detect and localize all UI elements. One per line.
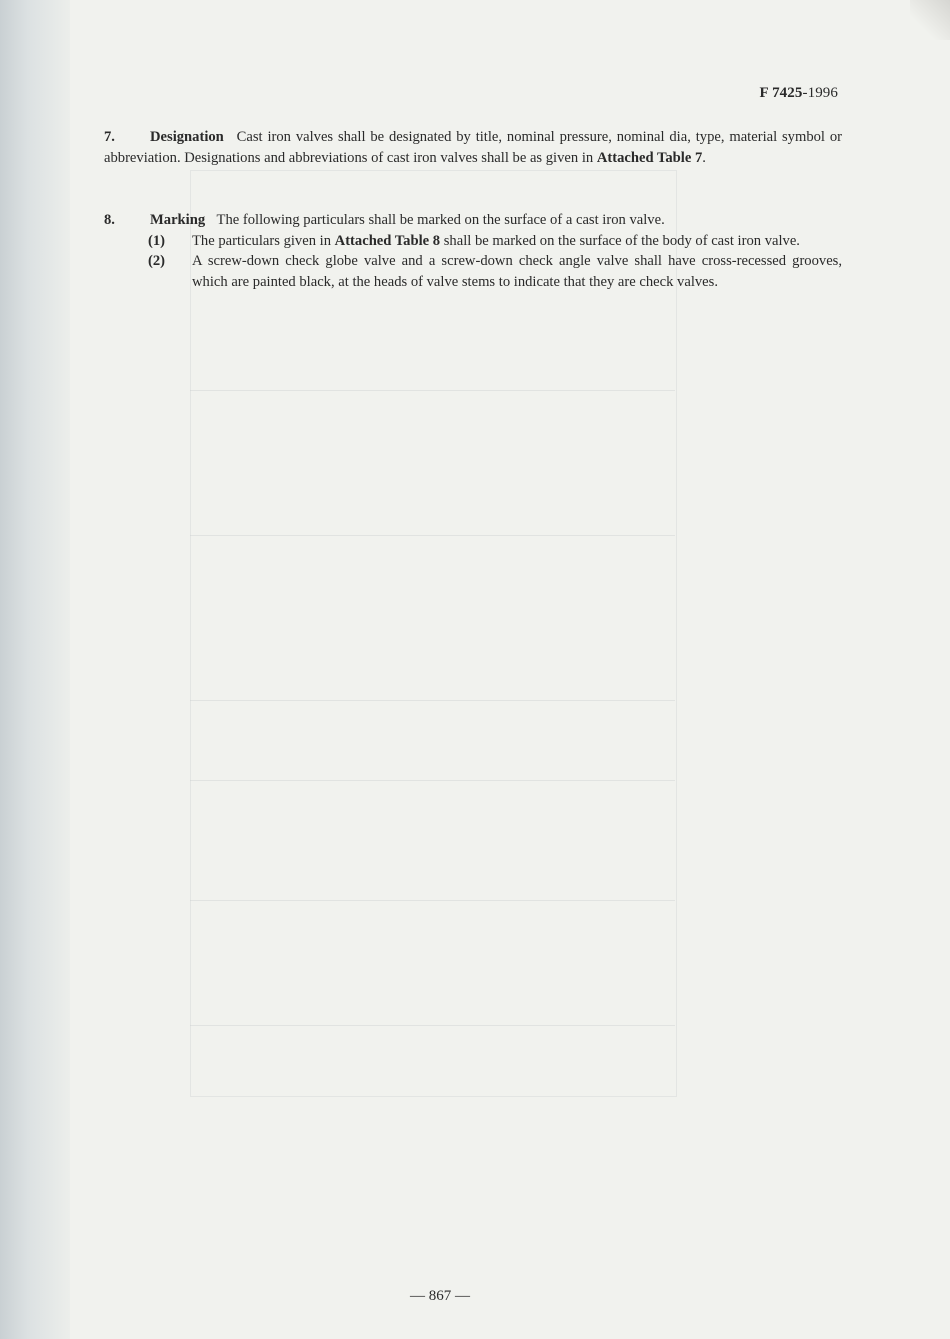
section-8-item-text: A screw-down check globe valve and a screw-down check angle valve shall have cross-recessed grooves, which are painted black, at the heads of valve stems to indicate that they are check valves. (192, 253, 842, 290)
section-8-item-text: The particulars given in (192, 232, 331, 249)
page-number: — 867 — (410, 1288, 470, 1304)
section-8-heading (104, 210, 842, 231)
document-code (760, 85, 838, 102)
section-8-title: Marking (150, 212, 206, 228)
section-8-item-text-end: shall be marked on the surface of the body of cast iron valve. (443, 232, 800, 249)
show-through-table (190, 170, 677, 1097)
page-corner-shadow (910, 0, 950, 40)
show-through-rule (190, 780, 675, 781)
section-7-text-end: . (702, 149, 706, 166)
page-spine-shadow (0, 0, 70, 1339)
section-7-number: 7. (104, 129, 115, 145)
section-8-marking (104, 210, 842, 292)
show-through-rule (190, 1025, 675, 1026)
section-8-item (104, 231, 842, 252)
section-7-designation (104, 127, 842, 168)
section-8-item-table-ref: Attached Table 8 (334, 232, 441, 249)
document-code-prefix: F 7425 (759, 85, 803, 101)
section-8-item (104, 251, 842, 292)
section-7-table-ref: Attached Table 7 (596, 149, 703, 166)
section-8-intro: The following particulars shall be marked on the surface of a cast iron valve. (216, 212, 665, 228)
section-7-title: Designation (150, 129, 224, 145)
show-through-rule (190, 390, 675, 391)
show-through-rule (190, 535, 675, 536)
show-through-rule (190, 700, 675, 701)
document-code-year: -1996 (802, 85, 838, 101)
section-8-item-number: (1) (148, 232, 166, 249)
show-through-rule (190, 900, 675, 901)
section-7-text: Cast iron valves shall be designated by title, nominal pressure, nominal dia, type, material symbol or abbreviation. Designations and abbreviations of cast iron valves shall be as given in (104, 129, 842, 166)
section-8-item-number: (2) (148, 253, 166, 269)
section-8-number: 8. (104, 212, 115, 228)
